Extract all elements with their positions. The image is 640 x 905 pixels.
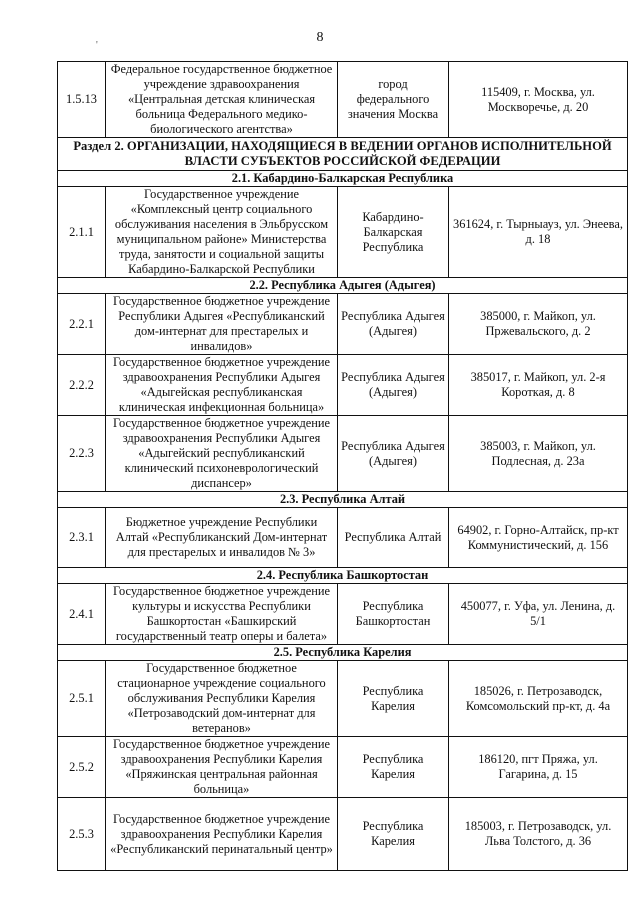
address-cell: 115409, г. Москва, ул. Москворечье, д. 20 — [449, 62, 628, 138]
region-cell: Республика Карелия — [338, 737, 449, 798]
region-cell: Кабардино-Балкарская Республика — [338, 187, 449, 278]
table-row — [58, 416, 628, 492]
row-number-cell: 2.2.2 — [58, 355, 106, 416]
organization-name-cell: Государственное бюджетное учреждение Республики Адыгея «Республиканский дом-интернат для престарелых и инвалидов» — [106, 294, 338, 355]
organizations-table — [57, 61, 628, 871]
organization-name-cell: Государственное бюджетное учреждение здравоохранения Республики Карелия «Республиканский перинатальный центр» — [106, 798, 338, 871]
address-cell: 385000, г. Майкоп, ул. Пржевальского, д. 2 — [449, 294, 628, 355]
address-cell: 185003, г. Петрозаводск, ул. Льва Толстого, д. 36 — [449, 798, 628, 871]
subsection-heading: 2.5. Республика Карелия — [58, 645, 628, 661]
page-number: 8 — [316, 30, 324, 45]
region-cell: Республика Адыгея (Адыгея) — [338, 355, 449, 416]
section-heading: Раздел 2. ОРГАНИЗАЦИИ, НАХОДЯЩИЕСЯ В ВЕДЕНИИ ОРГАНОВ ИСПОЛНИТЕЛЬНОЙ ВЛАСТИ СУБЪЕКТОВ РОССИЙСКОЙ ФЕДЕРАЦИИ — [58, 138, 628, 171]
organization-name-cell: Государственное учреждение «Комплексный центр социального обслуживания населения в Эльбрусском муниципальном районе» Министерства труда, занятости и социальной защиты Кабардино-Балкарской Республики — [106, 187, 338, 278]
table-row — [58, 508, 628, 568]
organization-name-cell: Государственное бюджетное учреждение здравоохранения Республики Карелия «Пряжинская центральная районная больница» — [106, 737, 338, 798]
region-cell: Республика Адыгея (Адыгея) — [338, 416, 449, 492]
region-cell: Республика Башкортостан — [338, 584, 449, 645]
table-row — [58, 62, 628, 138]
table-row — [58, 187, 628, 278]
subsection-heading: 2.4. Республика Башкортостан — [58, 568, 628, 584]
address-cell: 361624, г. Тырныауз, ул. Энеева, д. 18 — [449, 187, 628, 278]
organization-name-cell: Бюджетное учреждение Республики Алтай «Республиканский Дом-интернат для престарелых и инвалидов № 3» — [106, 508, 338, 568]
table-row — [58, 584, 628, 645]
organization-name-cell: Государственное бюджетное учреждение культуры и искусства Республики Башкортостан «Башкирский государственный театр оперы и балета» — [106, 584, 338, 645]
subsection-heading-row — [58, 568, 628, 584]
row-number-cell: 2.3.1 — [58, 508, 106, 568]
subsection-heading: 2.1. Кабардино-Балкарская Республика — [58, 171, 628, 187]
row-number-cell: 2.1.1 — [58, 187, 106, 278]
subsection-heading: 2.3. Республика Алтай — [58, 492, 628, 508]
address-cell: 385003, г. Майкоп, ул. Подлесная, д. 23а — [449, 416, 628, 492]
subsection-heading-row — [58, 171, 628, 187]
address-cell: 64902, г. Горно-Алтайск, пр-кт Коммунистический, д. 156 — [449, 508, 628, 568]
row-number-cell: 2.2.1 — [58, 294, 106, 355]
organization-name-cell: Федеральное государственное бюджетное учреждение здравоохранения «Центральная детская клиническая больница Федерального медико-биологического агентства» — [106, 62, 338, 138]
region-cell: город федерального значения Москва — [338, 62, 449, 138]
scan-mark: ' — [96, 40, 98, 51]
row-number-cell: 1.5.13 — [58, 62, 106, 138]
table-body — [58, 62, 628, 871]
address-cell: 385017, г. Майкоп, ул. 2-я Короткая, д. 8 — [449, 355, 628, 416]
region-cell: Республика Карелия — [338, 661, 449, 737]
address-cell: 185026, г. Петрозаводск, Комсомольский пр-кт, д. 4а — [449, 661, 628, 737]
subsection-heading-row — [58, 492, 628, 508]
row-number-cell: 2.2.3 — [58, 416, 106, 492]
table-row — [58, 737, 628, 798]
table-row — [58, 798, 628, 871]
subsection-heading: 2.2. Республика Адыгея (Адыгея) — [58, 278, 628, 294]
organization-name-cell: Государственное бюджетное учреждение здравоохранения Республики Адыгея «Адыгейский республиканский клинический психоневрологический диспансер» — [106, 416, 338, 492]
table-row — [58, 661, 628, 737]
address-cell: 450077, г. Уфа, ул. Ленина, д. 5/1 — [449, 584, 628, 645]
table-row — [58, 294, 628, 355]
organization-name-cell: Государственное бюджетное стационарное учреждение социального обслуживания Республики Карелия «Петрозаводский дом-интернат для ветеранов» — [106, 661, 338, 737]
row-number-cell: 2.5.1 — [58, 661, 106, 737]
subsection-heading-row — [58, 278, 628, 294]
table-row — [58, 355, 628, 416]
row-number-cell: 2.5.3 — [58, 798, 106, 871]
region-cell: Республика Карелия — [338, 798, 449, 871]
row-number-cell: 2.5.2 — [58, 737, 106, 798]
region-cell: Республика Алтай — [338, 508, 449, 568]
region-cell: Республика Адыгея (Адыгея) — [338, 294, 449, 355]
section-heading-row — [58, 138, 628, 171]
subsection-heading-row — [58, 645, 628, 661]
row-number-cell: 2.4.1 — [58, 584, 106, 645]
address-cell: 186120, пгт Пряжа, ул. Гагарина, д. 15 — [449, 737, 628, 798]
organization-name-cell: Государственное бюджетное учреждение здравоохранения Республики Адыгея «Адыгейская республиканская клиническая инфекционная больница» — [106, 355, 338, 416]
